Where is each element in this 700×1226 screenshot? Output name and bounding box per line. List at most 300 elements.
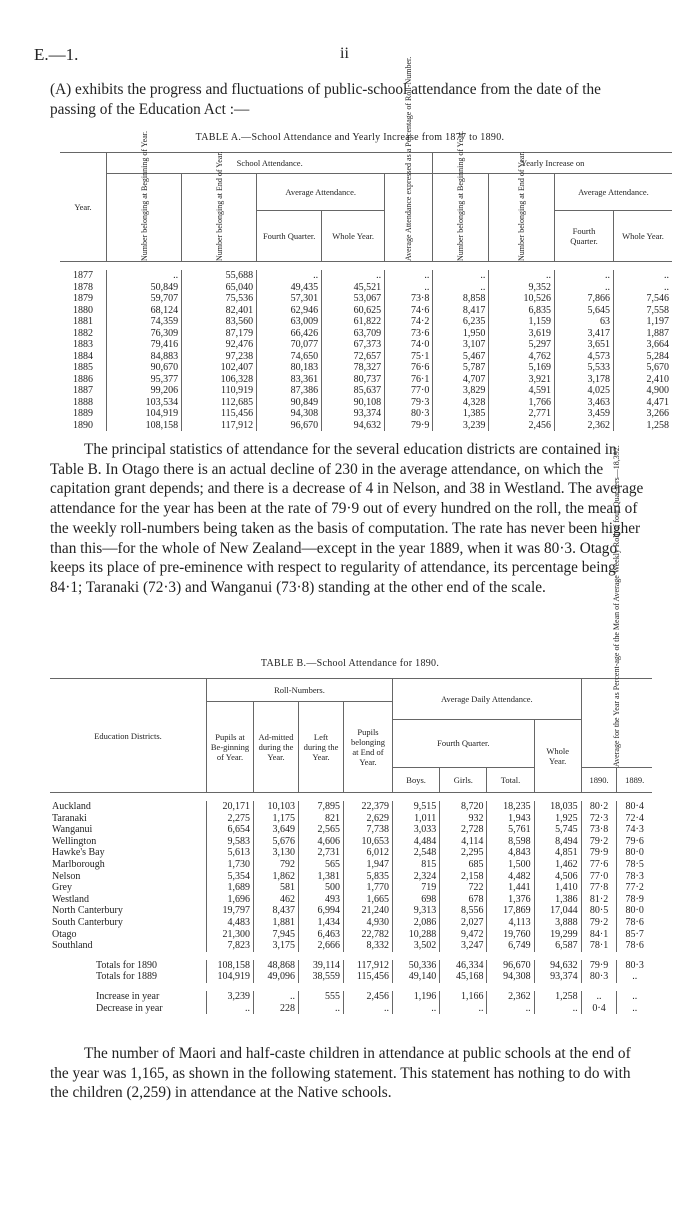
table-cell: 5,745 (534, 824, 581, 836)
table-cell: 0·4 (581, 1003, 617, 1015)
table-row (60, 362, 672, 374)
district-label: South Canterbury (52, 916, 123, 928)
table-cell: 79,416 (107, 339, 182, 351)
district-name (50, 960, 207, 972)
table-cell: 5,645 (555, 305, 614, 317)
table-cell: 1,766 (489, 397, 555, 409)
table-cell: 1,385 (433, 408, 489, 420)
table-cell: .. (107, 270, 182, 282)
table-cell: 78·9 (617, 894, 652, 906)
table-cell: 46,334 (440, 960, 487, 972)
table-cell: .. (433, 270, 489, 282)
table-b-caption: TABLE B.—School Attendance for 1890. (260, 658, 440, 669)
table-a-whole-year-header: Whole Year. (322, 211, 385, 262)
table-cell: 5,613 (207, 847, 254, 859)
table-cell: 74,650 (257, 351, 322, 363)
table-cell: 6,012 (344, 847, 393, 859)
table-cell: .. (617, 971, 652, 983)
table-cell: 8,556 (440, 905, 487, 917)
district-label: Increase in year (96, 990, 160, 1002)
table-cell: 97,238 (182, 351, 257, 363)
table-a-increase-group: Yearly Increase on (433, 153, 672, 174)
table-cell: 10,103 (254, 801, 299, 813)
table-cell: 79·9 (581, 960, 617, 972)
table-row (50, 871, 652, 883)
table-cell: 77·8 (581, 882, 617, 894)
table-cell: .. (440, 1003, 487, 1015)
page-code: E.—1. (34, 45, 79, 64)
table-a-inc-end-header: Number belonging at End of Year. (517, 150, 527, 261)
district-name (50, 859, 207, 871)
table-cell: 18,235 (487, 801, 534, 813)
table-cell: 76,309 (107, 328, 182, 340)
table-cell: 8,332 (344, 940, 393, 952)
table-row (60, 328, 672, 340)
table-cell: 99,206 (107, 385, 182, 397)
table-cell: 90,670 (107, 362, 182, 374)
table-a-avg-attendance-header: Average Attendance. (257, 174, 385, 211)
table-cell: 9,583 (207, 836, 254, 848)
table-cell: 1,381 (299, 871, 344, 883)
table-cell: 1,258 (534, 991, 581, 1003)
table-cell: 8,417 (433, 305, 489, 317)
table-b-fourth-group: Fourth Quarter. (393, 719, 535, 768)
table-cell: 76·6 (385, 362, 433, 374)
table-cell: 63 (555, 316, 614, 328)
table-row (50, 940, 652, 952)
table-cell: 1,665 (344, 894, 393, 906)
table-a-fourth-quarter-header: Fourth Quarter. (257, 211, 322, 262)
table-cell: 9,352 (489, 282, 555, 294)
table-cell: 3,130 (254, 847, 299, 859)
table-cell: 4,328 (433, 397, 489, 409)
table-cell: 2,295 (440, 847, 487, 859)
table-cell: 792 (254, 859, 299, 871)
district-name (50, 813, 207, 825)
table-cell: 117,912 (344, 960, 393, 972)
table-cell: 63,709 (322, 328, 385, 340)
table-cell: 74·0 (385, 339, 433, 351)
table-cell: 1,166 (440, 991, 487, 1003)
district-name (50, 894, 207, 906)
table-a-inc-beginning-header: Number belonging at Beginning of Year. (456, 130, 466, 261)
table-b-whole-header: Whole Year. (534, 719, 581, 793)
table-cell: 2,456 (489, 420, 555, 432)
table-cell: 72·3 (581, 813, 617, 825)
table-cell: 75·1 (385, 351, 433, 363)
table-cell: 815 (393, 859, 440, 871)
table-b-spacer (50, 793, 652, 802)
table-cell: 90,849 (257, 397, 322, 409)
table-row (50, 905, 652, 917)
table-cell: 117,912 (182, 420, 257, 432)
table-cell: .. (555, 270, 614, 282)
table-cell: 3,651 (555, 339, 614, 351)
table-cell: .. (254, 991, 299, 1003)
table-cell: 2,548 (393, 847, 440, 859)
table-cell: 6,654 (207, 824, 254, 836)
district-label: Wanganui (52, 824, 93, 836)
table-cell: 19,760 (487, 929, 534, 941)
table-cell: .. (534, 1003, 581, 1015)
table-cell: 68,124 (107, 305, 182, 317)
table-cell: .. (257, 270, 322, 282)
table-cell: 4,762 (489, 351, 555, 363)
table-cell: 3,266 (614, 408, 673, 420)
table-cell: .. (385, 270, 433, 282)
table-cell: 49,140 (393, 971, 440, 983)
district-name (50, 991, 207, 1003)
table-row (50, 971, 652, 983)
table-cell: 87,179 (182, 328, 257, 340)
table-a-spacer (60, 262, 672, 271)
district-label: Decrease in year (96, 1002, 163, 1014)
maori-paragraph: The number of Maori and half-caste children in attendance at public schools at the end of the year was 1,165, as shown in the following statement. This statement has nothing to do with the children (2,259) in attendance at the Native schools. (50, 1045, 631, 1102)
table-cell: 102,407 (182, 362, 257, 374)
table-cell: 72·4 (617, 813, 652, 825)
district-name (50, 905, 207, 917)
table-cell: .. (555, 282, 614, 294)
table-cell: 103,534 (107, 397, 182, 409)
table-cell: 9,515 (393, 801, 440, 813)
table-cell: 78·3 (617, 871, 652, 883)
table-cell: 1,881 (254, 917, 299, 929)
table-cell: 70,077 (257, 339, 322, 351)
table-cell: 1,689 (207, 882, 254, 894)
table-row (50, 801, 652, 813)
district-label: Nelson (52, 870, 81, 882)
table-cell: 5,467 (433, 351, 489, 363)
table-row (60, 316, 672, 328)
intro-paragraph: (A) exhibits the progress and fluctuations of public-school attendance from the date of the passing of the Education Act :— (50, 81, 601, 118)
table-cell: 1,462 (534, 859, 581, 871)
table-cell: 73·8 (385, 293, 433, 305)
table-cell: 80·3 (581, 971, 617, 983)
table-cell: .. (207, 1003, 254, 1015)
principal-paragraph: The principal statistics of attendance for the several education districts are contained in Table B. In Otago there is an actual decline of 230 in the average attendance, on which the capitation grant depends; and there is a decrease of 4 in Nelson, and 38 in Westland. The average attendance for the year has been at the rate of 79·9 out of every hundred on the roll, the mean of the weekly roll-numbers being taken as the basis of computation. The rate has never been higher than this—for the whole of New Zealand—except in the year 1889, when it was 80·3. Otago keeps its place of pre-eminence with respect to regularity of attendance, its percentage being 84·1; Taranaki (72·3) and Wanganui (73·8) standing at the other end of the scale. (50, 441, 644, 596)
table-row (60, 282, 672, 294)
table-cell: 4,591 (489, 385, 555, 397)
table-cell: 1,175 (254, 813, 299, 825)
table-cell: 78·1 (581, 940, 617, 952)
table-cell: 17,044 (534, 905, 581, 917)
table-cell: 74,359 (107, 316, 182, 328)
table-b-total-header: Total. (487, 768, 534, 793)
table-b-1890-header: 1890. (581, 768, 617, 793)
table-cell: 1,011 (393, 813, 440, 825)
table-cell: 19,797 (207, 905, 254, 917)
table-cell: 8,720 (440, 801, 487, 813)
table-cell: 108,158 (107, 420, 182, 432)
table-cell: 4,471 (614, 397, 673, 409)
table-cell: 79·2 (581, 836, 617, 848)
table-cell: .. (617, 1003, 652, 1015)
table-cell: 79·9 (581, 847, 617, 859)
table-cell: 5,835 (344, 871, 393, 883)
table-cell: 7,945 (254, 929, 299, 941)
table-cell: 115,456 (182, 408, 257, 420)
table-cell: 1,434 (299, 917, 344, 929)
table-cell: 1889 (73, 408, 93, 419)
table-cell: 80,737 (322, 374, 385, 386)
table-cell: 2,362 (487, 991, 534, 1003)
table-cell: 5,761 (487, 824, 534, 836)
table-cell: 3,107 (433, 339, 489, 351)
table-cell: 59,707 (107, 293, 182, 305)
table-row (60, 270, 672, 282)
table-b-district-header: Education Districts. (50, 679, 207, 793)
table-cell: 80·0 (617, 905, 652, 917)
table-cell: 80·4 (617, 801, 652, 813)
table-row (50, 1003, 652, 1015)
table-cell: 1877 (73, 270, 93, 281)
table-cell: 74·2 (385, 316, 433, 328)
table-a-percentage-header: Average Attendance expressed as a Percentage of Roll-Number. (404, 56, 414, 261)
table-cell: 76·1 (385, 374, 433, 386)
district-name (50, 824, 207, 836)
table-row (50, 847, 652, 859)
table-cell: 93,374 (534, 971, 581, 983)
district-label: Marlborough (52, 858, 105, 870)
table-cell: 93,374 (322, 408, 385, 420)
table-cell: 75,536 (182, 293, 257, 305)
table-cell: 1883 (73, 339, 93, 350)
table-cell: 698 (393, 894, 440, 906)
table-cell: .. (581, 991, 617, 1003)
table-cell: 5,676 (254, 836, 299, 848)
table-cell: 50,849 (107, 282, 182, 294)
table-cell: 4,851 (534, 847, 581, 859)
table-cell: 581 (254, 882, 299, 894)
table-cell: 85,637 (322, 385, 385, 397)
table-cell: 2,629 (344, 813, 393, 825)
table-cell: 3,459 (555, 408, 614, 420)
table-cell: .. (489, 270, 555, 282)
table-b-pupils-end-header: Pupils belonging at End of Year. (344, 702, 393, 793)
table-cell: 6,749 (487, 940, 534, 952)
table-cell: 6,994 (299, 905, 344, 917)
table-cell: 94,632 (534, 960, 581, 972)
table-cell: 10,288 (393, 929, 440, 941)
table-cell: 78·6 (617, 917, 652, 929)
table-cell: 1,770 (344, 882, 393, 894)
table-cell: 8,437 (254, 905, 299, 917)
table-cell: 821 (299, 813, 344, 825)
table-cell: 95,377 (107, 374, 182, 386)
table-cell: 555 (299, 991, 344, 1003)
table-cell: .. (614, 282, 673, 294)
table-row (50, 929, 652, 941)
table-cell: .. (487, 1003, 534, 1015)
table-cell: 1,925 (534, 813, 581, 825)
district-label: Grey (52, 882, 72, 894)
district-label: Wellington (52, 835, 97, 847)
table-cell: 9,472 (440, 929, 487, 941)
table-cell: .. (385, 282, 433, 294)
table-row (50, 960, 652, 972)
table-row (60, 420, 672, 432)
table-cell: 63,009 (257, 316, 322, 328)
table-cell: 3,888 (534, 917, 581, 929)
table-cell: 2,456 (344, 991, 393, 1003)
table-cell: 1,887 (614, 328, 673, 340)
table-cell: 90,108 (322, 397, 385, 409)
table-cell: 72,657 (322, 351, 385, 363)
table-cell: 57,301 (257, 293, 322, 305)
table-a-inc-fourth-header: Fourth Quarter. (555, 211, 614, 262)
table-cell: 1,410 (534, 882, 581, 894)
table-cell: .. (322, 270, 385, 282)
table-cell: .. (433, 282, 489, 294)
district-label: Hawke's Bay (52, 847, 105, 859)
table-b-spacer (50, 983, 652, 991)
table-cell: 92,476 (182, 339, 257, 351)
table-b-boys-header: Boys. (393, 768, 440, 793)
table-cell: 108,158 (207, 960, 254, 972)
table-cell: 94,308 (257, 408, 322, 420)
table-cell: 79·3 (385, 397, 433, 409)
table-cell: 45,168 (440, 971, 487, 983)
table-cell: 1,197 (614, 316, 673, 328)
table-cell: 21,240 (344, 905, 393, 917)
table-cell: .. (344, 1003, 393, 1015)
table-cell: 5,533 (555, 362, 614, 374)
table-cell: 4,707 (433, 374, 489, 386)
table-cell: 61,822 (322, 316, 385, 328)
table-cell: 5,284 (614, 351, 673, 363)
table-b-pupils-beginning-header: Pupils at Be-ginning of Year. (207, 702, 254, 793)
table-cell: .. (614, 270, 673, 282)
table-cell: 106,328 (182, 374, 257, 386)
table-cell: 77·0 (581, 871, 617, 883)
table-cell: 73·8 (581, 824, 617, 836)
table-cell: 80,183 (257, 362, 322, 374)
table-cell: 3,239 (433, 420, 489, 432)
district-label: Taranaki (52, 812, 87, 824)
table-cell: 1,376 (487, 894, 534, 906)
table-cell: 96,670 (487, 960, 534, 972)
table-cell: 67,373 (322, 339, 385, 351)
table-row (50, 882, 652, 894)
table-cell: 78,327 (322, 362, 385, 374)
table-cell: 80·5 (581, 905, 617, 917)
district-name (50, 836, 207, 848)
district-name (50, 971, 207, 983)
table-cell: 3,247 (440, 940, 487, 952)
table-cell: 49,096 (254, 971, 299, 983)
district-label: Westland (52, 893, 89, 905)
table-cell: 74·6 (385, 305, 433, 317)
table-cell: 2,771 (489, 408, 555, 420)
table-cell: 78·6 (617, 940, 652, 952)
table-cell: 4,506 (534, 871, 581, 883)
table-cell: 96,670 (257, 420, 322, 432)
table-cell: 722 (440, 882, 487, 894)
table-cell: 3,033 (393, 824, 440, 836)
table-b-1889-header: 1889. (617, 768, 652, 793)
table-cell: 2,324 (393, 871, 440, 883)
table-cell: 4,025 (555, 385, 614, 397)
table-cell: 49,435 (257, 282, 322, 294)
table-cell: 7,823 (207, 940, 254, 952)
table-cell: 462 (254, 894, 299, 906)
table-cell: 8,598 (487, 836, 534, 848)
table-cell: 10,526 (489, 293, 555, 305)
table-cell: 1878 (73, 281, 93, 293)
district-name (50, 801, 207, 813)
table-b-pct-header: Average for the Year as Percent-age of the Mean of Average Weekly Roll of four Quar-ters—18,392. (612, 445, 622, 767)
table-cell: 4,930 (344, 917, 393, 929)
table-cell: 678 (440, 894, 487, 906)
table-cell: 4,573 (555, 351, 614, 363)
table-row (60, 305, 672, 317)
table-cell: 79·2 (581, 917, 617, 929)
table-cell: 2,731 (299, 847, 344, 859)
table-a-body (60, 262, 672, 432)
table-b-girls-header: Girls. (440, 768, 487, 793)
district-label: Southland (52, 940, 93, 952)
table-cell: 110,919 (182, 385, 257, 397)
table-cell: 6,835 (489, 305, 555, 317)
table-cell: 80·2 (581, 801, 617, 813)
table-b-spacer (50, 952, 652, 960)
table-cell: 7,866 (555, 293, 614, 305)
table-cell: 2,362 (555, 420, 614, 432)
table-cell: 5,787 (433, 362, 489, 374)
table-cell: 115,456 (344, 971, 393, 983)
table-cell: 1880 (73, 304, 93, 316)
table-cell: 2,158 (440, 871, 487, 883)
table-cell: 1,258 (614, 420, 673, 432)
table-cell: 3,463 (555, 397, 614, 409)
table-cell: 83,560 (182, 316, 257, 328)
district-name (50, 917, 207, 929)
table-cell: 7,546 (614, 293, 673, 305)
table-row (50, 824, 652, 836)
table-cell: 84,883 (107, 351, 182, 363)
table-row (50, 813, 652, 825)
table-cell: 80·3 (617, 960, 652, 972)
district-label: Otago (52, 928, 77, 940)
table-cell: 1,730 (207, 859, 254, 871)
table-cell: 9,313 (393, 905, 440, 917)
table-cell: 1,441 (487, 882, 534, 894)
table-cell: 104,919 (107, 408, 182, 420)
table-cell: 8,858 (433, 293, 489, 305)
table-cell: 21,300 (207, 929, 254, 941)
table-cell: 5,354 (207, 871, 254, 883)
table-cell: 3,664 (614, 339, 673, 351)
table-cell: 10,653 (344, 836, 393, 848)
table-b-left-header: Left during the Year. (299, 702, 344, 793)
table-cell: 19,299 (534, 929, 581, 941)
table-cell: 60,625 (322, 305, 385, 317)
table-cell: 3,178 (555, 374, 614, 386)
table-cell: 5,169 (489, 362, 555, 374)
table-cell: 1881 (73, 316, 93, 327)
table-row (50, 917, 652, 929)
table-a-inc-avg-header: Average Attendance. (555, 174, 673, 211)
table-cell: 1,950 (433, 328, 489, 340)
table-cell: 685 (440, 859, 487, 871)
table-cell: 79·9 (385, 420, 433, 432)
table-cell: 7,895 (299, 801, 344, 813)
table-cell: 2,086 (393, 917, 440, 929)
table-cell: 3,921 (489, 374, 555, 386)
district-label: Totals for 1889 (96, 971, 157, 983)
table-a-num-beginning-header: Number belonging at Beginning of Year. (139, 130, 149, 261)
table-b-admitted-header: Ad-mitted during the Year. (254, 702, 299, 793)
